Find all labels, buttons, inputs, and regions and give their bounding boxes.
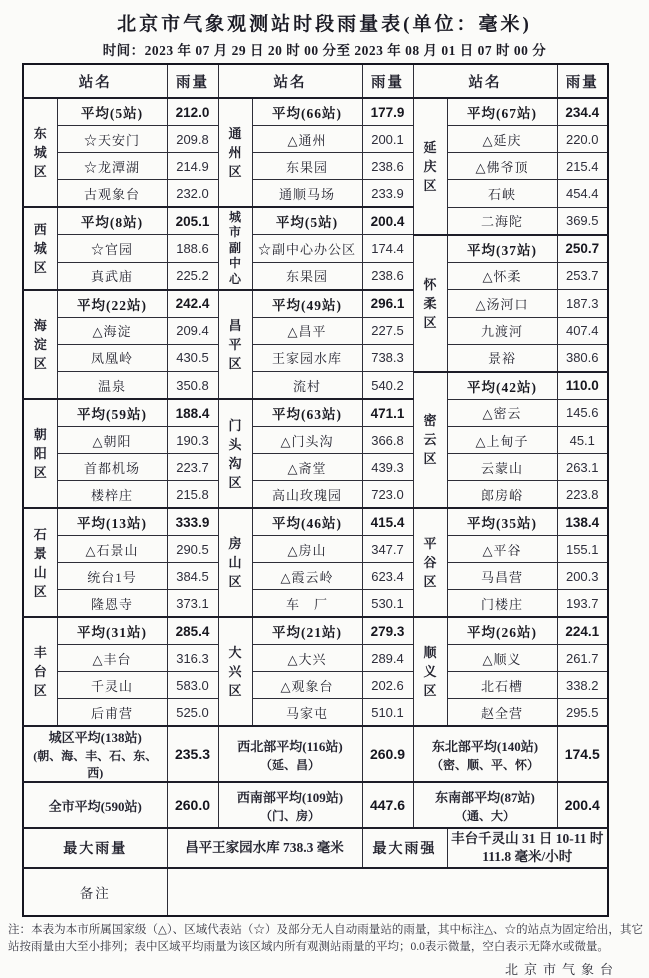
rainfall-value-cell: 296.1 <box>362 290 413 318</box>
table-row <box>23 454 608 481</box>
rainfall-value-cell: 250.7 <box>557 235 608 263</box>
district-label: 平谷区 <box>413 508 447 617</box>
rainfall-value-cell: 209.4 <box>167 317 218 344</box>
district-label: 房山区 <box>218 508 252 617</box>
rainfall-value-cell: 623.4 <box>362 563 413 590</box>
district-label: 丰台区 <box>23 617 57 726</box>
district-label: 门头沟区 <box>218 399 252 508</box>
station-name-cell: △汤河口 <box>447 290 557 318</box>
header-station-name: 站名 <box>218 64 362 98</box>
station-name-cell: △海淀 <box>57 317 167 344</box>
station-name-cell: △密云 <box>447 399 557 427</box>
table-row <box>23 317 608 344</box>
rainfall-value-cell: 279.3 <box>362 617 413 645</box>
header-station-name: 站名 <box>23 64 167 98</box>
station-name-cell: 平均(46站) <box>252 508 362 536</box>
station-name-cell: 隆恩寺 <box>57 590 167 618</box>
remark-label: 备注 <box>23 868 167 916</box>
station-name-cell: 平均(22站) <box>57 290 167 318</box>
remark-value <box>167 868 608 916</box>
station-name-cell: △平谷 <box>447 536 557 563</box>
station-name-cell: 千灵山 <box>57 672 167 699</box>
rainfall-value-cell: 540.2 <box>362 372 413 400</box>
summary-label: 东南部平均(87站) （通、大） <box>413 782 557 828</box>
rainfall-value-cell: 234.4 <box>557 98 608 126</box>
station-name-cell: ☆副中心办公区 <box>252 235 362 263</box>
station-name-cell: △大兴 <box>252 645 362 672</box>
rainfall-value-cell: 200.1 <box>362 126 413 153</box>
station-name-cell: 统台1号 <box>57 563 167 590</box>
station-name-cell: △朝阳 <box>57 427 167 454</box>
station-name-cell: 平均(37站) <box>447 235 557 263</box>
summary-value: 260.9 <box>362 726 413 782</box>
station-name-cell: 郎房峪 <box>447 481 557 509</box>
station-name-cell: 平均(31站) <box>57 617 167 645</box>
table-row <box>23 153 608 180</box>
rainfall-value-cell: 723.0 <box>362 481 413 509</box>
rainfall-value-cell: 407.4 <box>557 317 608 344</box>
rainfall-value-cell: 193.7 <box>557 590 608 618</box>
summary-value: 235.3 <box>167 726 218 782</box>
station-name-cell: △佛爷顶 <box>447 153 557 180</box>
rainfall-value-cell: 215.4 <box>557 153 608 180</box>
station-name-cell: △门头沟 <box>252 427 362 454</box>
station-name-cell: 北石槽 <box>447 672 557 699</box>
table-row <box>23 372 608 400</box>
station-name-cell: 九渡河 <box>447 317 557 344</box>
time-range: 时间：2023 年 07 月 29 日 20 时 00 分至 2023 年 08 月 01 日 07 时 00 分 <box>102 43 547 58</box>
station-name-cell: △观象台 <box>252 672 362 699</box>
station-name-cell: △怀柔 <box>447 262 557 290</box>
station-name-cell: 平均(13站) <box>57 508 167 536</box>
table-row <box>23 590 608 618</box>
rainfall-value-cell: 200.3 <box>557 563 608 590</box>
agency-signature: 北京市气象台 <box>504 961 619 977</box>
rainfall-value-cell: 289.4 <box>362 645 413 672</box>
station-name-cell: 石峡 <box>447 180 557 208</box>
rainfall-value-cell: 223.8 <box>557 481 608 509</box>
rainfall-value-cell: 350.8 <box>167 372 218 400</box>
station-name-cell: 平均(26站) <box>447 617 557 645</box>
rainfall-value-cell: 338.2 <box>557 672 608 699</box>
header-rainfall: 雨量 <box>167 64 218 98</box>
rainfall-value-cell: 347.7 <box>362 536 413 563</box>
rainfall-value-cell: 238.6 <box>362 262 413 290</box>
rainfall-value-cell: 290.5 <box>167 536 218 563</box>
table-row <box>23 563 608 590</box>
rainfall-value-cell: 214.9 <box>167 153 218 180</box>
max-rain-label: 最大雨量 <box>23 828 167 868</box>
station-name-cell: △房山 <box>252 536 362 563</box>
rainfall-value-cell: 215.8 <box>167 481 218 509</box>
station-name-cell: 王家园水库 <box>252 344 362 372</box>
station-name-cell: 赵全营 <box>447 699 557 727</box>
rainfall-value-cell: 285.4 <box>167 617 218 645</box>
rainfall-value-cell: 439.3 <box>362 454 413 481</box>
rainfall-value-cell: 333.9 <box>167 508 218 536</box>
station-name-cell: 平均(21站) <box>252 617 362 645</box>
station-name-cell: 后甫营 <box>57 699 167 727</box>
station-name-cell: △霞云岭 <box>252 563 362 590</box>
station-name-cell: 平均(67站) <box>447 98 557 126</box>
table-row <box>23 180 608 208</box>
summary-label: 西北部平均(116站) （延、昌） <box>218 726 362 782</box>
max-intensity-label: 最大雨强 <box>362 828 447 868</box>
summary-row <box>23 782 608 828</box>
rainfall-value-cell: 384.5 <box>167 563 218 590</box>
station-name-cell: △丰台 <box>57 645 167 672</box>
table-row <box>23 617 608 645</box>
table-row <box>23 399 608 427</box>
rainfall-value-cell: 212.0 <box>167 98 218 126</box>
table-row <box>23 344 608 372</box>
rainfall-value-cell: 190.3 <box>167 427 218 454</box>
max-intensity-value: 丰台千灵山 31 日 10-11 时 111.8 毫米/小时 <box>447 828 608 868</box>
district-label: 西城区 <box>23 207 57 290</box>
rainfall-value-cell: 316.3 <box>167 645 218 672</box>
rainfall-value-cell: 530.1 <box>362 590 413 618</box>
summary-value: 200.4 <box>557 782 608 828</box>
station-name-cell: 平均(59站) <box>57 399 167 427</box>
header-rainfall: 雨量 <box>362 64 413 98</box>
station-name-cell: 平均(5站) <box>252 207 362 235</box>
table-row <box>23 235 608 263</box>
station-name-cell: 平均(8站) <box>57 207 167 235</box>
summary-value: 260.0 <box>167 782 218 828</box>
summary-row <box>23 726 608 782</box>
station-name-cell: 东果园 <box>252 153 362 180</box>
summary-value: 174.5 <box>557 726 608 782</box>
station-name-cell: 门楼庄 <box>447 590 557 618</box>
table-row <box>23 508 608 536</box>
summary-label: 东北部平均(140站) （密、顺、平、怀） <box>413 726 557 782</box>
rainfall-value-cell: 366.8 <box>362 427 413 454</box>
footnote: 注：本表为本市所属国家级（△）、区域代表站（☆）及部分无人自动雨量站的雨量，其中标注△、☆的站点为固定给出，其它站按雨量由大至小排列；表中区域平均雨量为该区域内所有观测站雨量的平均；0.0表示微量，空白表示无降水或微量。 <box>8 924 643 954</box>
rainfall-value-cell: 177.9 <box>362 98 413 126</box>
station-name-cell: 平均(66站) <box>252 98 362 126</box>
summary-label: 城区平均(138站) (朝、海、丰、石、东、西) <box>23 726 167 782</box>
table-row <box>23 699 608 727</box>
table-row <box>23 126 608 153</box>
station-name-cell: 平均(35站) <box>447 508 557 536</box>
page-title: 北京市气象观测站时段雨量表(单位：毫米) <box>117 14 532 35</box>
table-row <box>23 427 608 454</box>
rainfall-value-cell: 373.1 <box>167 590 218 618</box>
rainfall-value-cell: 110.0 <box>557 372 608 400</box>
station-name-cell: △通州 <box>252 126 362 153</box>
table-row <box>23 645 608 672</box>
header-row <box>23 64 608 98</box>
table-row <box>23 536 608 563</box>
station-name-cell: 平均(5站) <box>57 98 167 126</box>
rainfall-table <box>22 63 609 917</box>
station-name-cell: 温泉 <box>57 372 167 400</box>
station-name-cell: 古观象台 <box>57 180 167 208</box>
district-label: 东城区 <box>23 98 57 207</box>
district-label: 海淀区 <box>23 290 57 400</box>
district-label: 顺义区 <box>413 617 447 726</box>
district-label: 昌平区 <box>218 290 252 400</box>
district-label: 延庆区 <box>413 98 447 235</box>
header-rainfall: 雨量 <box>557 64 608 98</box>
max-rain-value: 昌平王家园水库 738.3 毫米 <box>167 828 362 868</box>
station-name-cell: 流村 <box>252 372 362 400</box>
rainfall-value-cell: 369.5 <box>557 207 608 235</box>
rainfall-value-cell: 224.1 <box>557 617 608 645</box>
station-name-cell: ☆官园 <box>57 235 167 263</box>
station-name-cell: 通顺马场 <box>252 180 362 208</box>
station-name-cell: △延庆 <box>447 126 557 153</box>
rainfall-value-cell: 200.4 <box>362 207 413 235</box>
rainfall-value-cell: 242.4 <box>167 290 218 318</box>
rainfall-value-cell: 205.1 <box>167 207 218 235</box>
station-name-cell: 高山玫瑰园 <box>252 481 362 509</box>
rainfall-value-cell: 225.2 <box>167 262 218 290</box>
rainfall-value-cell: 738.3 <box>362 344 413 372</box>
rainfall-value-cell: 232.0 <box>167 180 218 208</box>
station-name-cell: 楼梓庄 <box>57 481 167 509</box>
station-name-cell: ☆天安门 <box>57 126 167 153</box>
rainfall-value-cell: 454.4 <box>557 180 608 208</box>
station-name-cell: 云蒙山 <box>447 454 557 481</box>
extremes-row <box>23 828 608 868</box>
station-name-cell: 平均(49站) <box>252 290 362 318</box>
rainfall-value-cell: 471.1 <box>362 399 413 427</box>
station-name-cell: ☆龙潭湖 <box>57 153 167 180</box>
district-label: 通州区 <box>218 98 252 207</box>
summary-value: 447.6 <box>362 782 413 828</box>
district-label: 石景山区 <box>23 508 57 617</box>
summary-label: 全市平均(590站) <box>23 782 167 828</box>
rainfall-value-cell: 295.5 <box>557 699 608 727</box>
station-name-cell: 东果园 <box>252 262 362 290</box>
station-name-cell: △石景山 <box>57 536 167 563</box>
rainfall-value-cell: 187.3 <box>557 290 608 318</box>
district-label: 大兴区 <box>218 617 252 726</box>
rainfall-value-cell: 261.7 <box>557 645 608 672</box>
table-row <box>23 207 608 235</box>
rainfall-value-cell: 145.6 <box>557 399 608 427</box>
header-station-name: 站名 <box>413 64 557 98</box>
station-name-cell: 平均(63站) <box>252 399 362 427</box>
station-name-cell: 真武庙 <box>57 262 167 290</box>
table-row <box>23 290 608 318</box>
station-name-cell: △上甸子 <box>447 427 557 454</box>
rainfall-value-cell: 209.8 <box>167 126 218 153</box>
rainfall-value-cell: 155.1 <box>557 536 608 563</box>
station-name-cell: △斋堂 <box>252 454 362 481</box>
station-name-cell: 车 厂 <box>252 590 362 618</box>
district-label: 怀柔区 <box>413 235 447 372</box>
station-name-cell: 景裕 <box>447 344 557 372</box>
rainfall-value-cell: 223.7 <box>167 454 218 481</box>
rainfall-value-cell: 238.6 <box>362 153 413 180</box>
rainfall-value-cell: 583.0 <box>167 672 218 699</box>
summary-label: 西南部平均(109站) （门、房） <box>218 782 362 828</box>
rainfall-value-cell: 188.6 <box>167 235 218 263</box>
rainfall-value-cell: 263.1 <box>557 454 608 481</box>
district-label: 朝阳区 <box>23 399 57 508</box>
station-name-cell: 马昌营 <box>447 563 557 590</box>
rainfall-value-cell: 415.4 <box>362 508 413 536</box>
rainfall-value-cell: 220.0 <box>557 126 608 153</box>
table-row <box>23 262 608 290</box>
rainfall-value-cell: 188.4 <box>167 399 218 427</box>
district-label: 密云区 <box>413 372 447 509</box>
district-label: 城市副中心 <box>218 207 252 290</box>
station-name-cell: 凤凰岭 <box>57 344 167 372</box>
rainfall-value-cell: 253.7 <box>557 262 608 290</box>
table-row <box>23 98 608 126</box>
rainfall-value-cell: 45.1 <box>557 427 608 454</box>
table-row <box>23 672 608 699</box>
rainfall-value-cell: 380.6 <box>557 344 608 372</box>
rainfall-value-cell: 174.4 <box>362 235 413 263</box>
remark-row <box>23 868 608 916</box>
station-name-cell: 平均(42站) <box>447 372 557 400</box>
rainfall-value-cell: 138.4 <box>557 508 608 536</box>
rainfall-value-cell: 510.1 <box>362 699 413 727</box>
rainfall-value-cell: 525.0 <box>167 699 218 727</box>
station-name-cell: 二海陀 <box>447 207 557 235</box>
station-name-cell: △昌平 <box>252 317 362 344</box>
station-name-cell: 首都机场 <box>57 454 167 481</box>
rainfall-value-cell: 430.5 <box>167 344 218 372</box>
station-name-cell: △顺义 <box>447 645 557 672</box>
rainfall-value-cell: 233.9 <box>362 180 413 208</box>
rainfall-value-cell: 227.5 <box>362 317 413 344</box>
station-name-cell: 马家屯 <box>252 699 362 727</box>
rainfall-value-cell: 202.6 <box>362 672 413 699</box>
table-row <box>23 481 608 509</box>
